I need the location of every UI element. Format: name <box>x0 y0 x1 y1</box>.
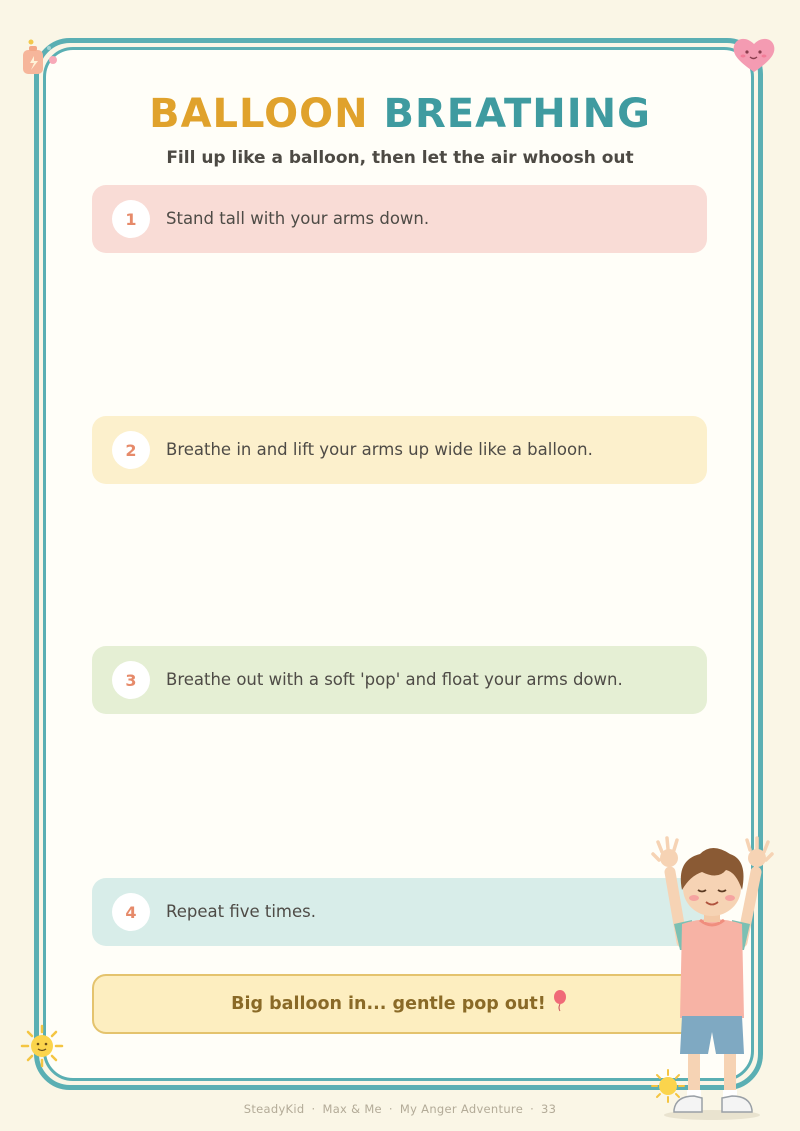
step-text: Stand tall with your arms down. <box>166 209 430 228</box>
step-number-badge: 3 <box>112 661 150 699</box>
step-card-4 <box>92 878 707 946</box>
page-title <box>0 86 800 142</box>
step-number-badge: 2 <box>112 431 150 469</box>
page-subtitle: Fill up like a balloon, then let the air whoosh out <box>166 148 634 168</box>
sun-icon <box>20 1024 64 1068</box>
tip-callout <box>92 974 707 1034</box>
step-text: Breathe in and lift your arms up wide like a balloon. <box>166 440 593 459</box>
step-text: Repeat five times. <box>166 902 316 921</box>
footer-book: My Anger Adventure <box>399 1102 524 1116</box>
step-text: Breathe out with a soft 'pop' and float your arms down. <box>166 670 623 689</box>
callout-text: Big balloon in... gentle pop out! <box>231 994 546 1014</box>
page-footer: SteadyKid · Max & Me · My Anger Adventure · 33 <box>243 1102 557 1116</box>
balloon-icon <box>552 990 568 1012</box>
title-word-2: BREATHING <box>383 91 651 137</box>
step-card-3 <box>92 646 707 714</box>
heart-icon <box>730 34 778 76</box>
step-card-2 <box>92 416 707 484</box>
step-number-badge: 4 <box>112 893 150 931</box>
step-card-1 <box>92 185 707 253</box>
step-number-badge: 1 <box>112 200 150 238</box>
boy-illustration <box>640 832 780 1122</box>
page-number: 33 <box>541 1102 557 1116</box>
footer-brand: SteadyKid <box>243 1102 305 1116</box>
footer-series: Max & Me <box>322 1102 382 1116</box>
title-word-1: BALLOON <box>149 91 369 137</box>
battery-icon <box>18 34 64 78</box>
